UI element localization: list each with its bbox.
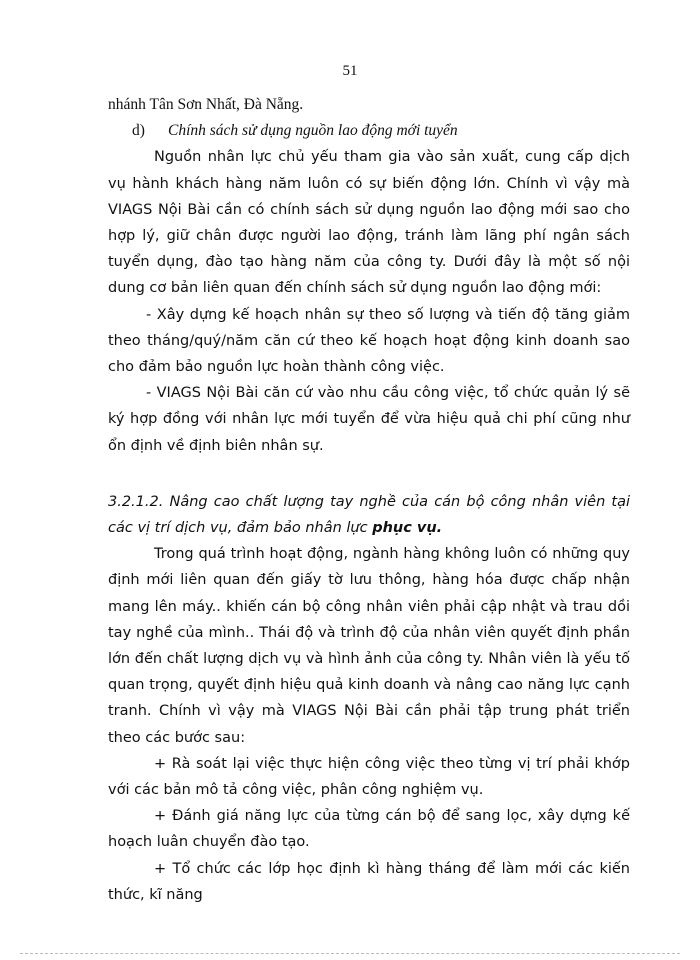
dash-list-item: - VIAGS Nội Bài căn cứ vào nhu cầu công việc, tổ chức quản lý sẽ ký hợp đồng với nhân lực mới tuyển để vừa hiệu quả chi phí cũng như ổn định về định biên nhân sự. <box>108 385 630 454</box>
section-heading-text: 3.2.1.2. Nâng cao chất lượng tay nghề của cán bộ công nhân viên tại các vị trí dịch vụ, đảm bảo nhân lực <box>108 493 630 537</box>
plus-list-item: + Đánh giá năng lực của từng cán bộ để sang lọc, xây dựng kế hoạch luân chuyển đào tạo. <box>108 808 630 851</box>
continuation-line: nhánh Tân Sơn Nhất, Đà Nẵng. <box>108 96 304 113</box>
page-number: 51 <box>342 63 358 79</box>
intro-paragraph: Nguồn nhân lực chủ yếu tham gia vào sản xuất, cung cấp dịch vụ hành khách hàng năm luôn có sự biến động lớn. Chính vì vậy mà VIAGS Nội Bài cần có chính sách sử dụng nguồn lao động mới sao cho hợp lý, giữ chân được người lao động, tránh làm lãng phí ngân sách tuyển dụng, đào tạo hàng năm của công ty. Dưới đây là một số nội dung cơ bản liên quan đến chính sách sử dụng nguồn lao động mới: <box>108 149 630 297</box>
plus-list-item: + Tổ chức các lớp học định kì hàng tháng để làm mới các kiến thức, kĩ năng <box>108 860 630 903</box>
subsection-marker: d) <box>132 122 145 140</box>
dash-list-item: - Xây dựng kế hoạch nhân sự theo số lượng và tiến độ tăng giảm theo tháng/quý/năm căn cứ theo kế hoạch hoạt động kinh doanh sao cho đảm bảo nguồn lực hoàn thành công việc. <box>108 306 630 376</box>
section-heading <box>108 489 630 541</box>
section-heading-emphasis: phục vụ. <box>372 520 443 537</box>
subsection-heading-d <box>108 118 630 144</box>
subsection-title: Chính sách sử dụng nguồn lao động mới tuyển <box>168 122 458 140</box>
page-body <box>108 92 630 908</box>
section-paragraph: Trong quá trình hoạt động, ngành hàng không luôn có những quy định mới liên quan đến giấy tờ lưu thông, hàng hóa được chấp nhận mang lên máy.. khiến cán bộ công nhân viên phải cập nhật và trau dồi tay nghề của mình.. Thái độ và trình độ của nhân viên quyết định phần lớn đến chất lượng dịch vụ và hình ảnh của công ty. Nhân viên là yếu tố quan trọng, quyết định hiệu quả kinh doanh và nâng cao năng lực cạnh tranh. Chính vì vậy mà VIAGS Nội Bài cần phải tập trung phát triển theo các bước sau: <box>108 546 630 746</box>
plus-list-item: + Rà soát lại việc thực hiện công việc theo từng vị trí phải khớp với các bản mô tả công việc, phân công nghiệm vụ. <box>108 755 630 799</box>
page-edge-rule <box>20 953 680 954</box>
